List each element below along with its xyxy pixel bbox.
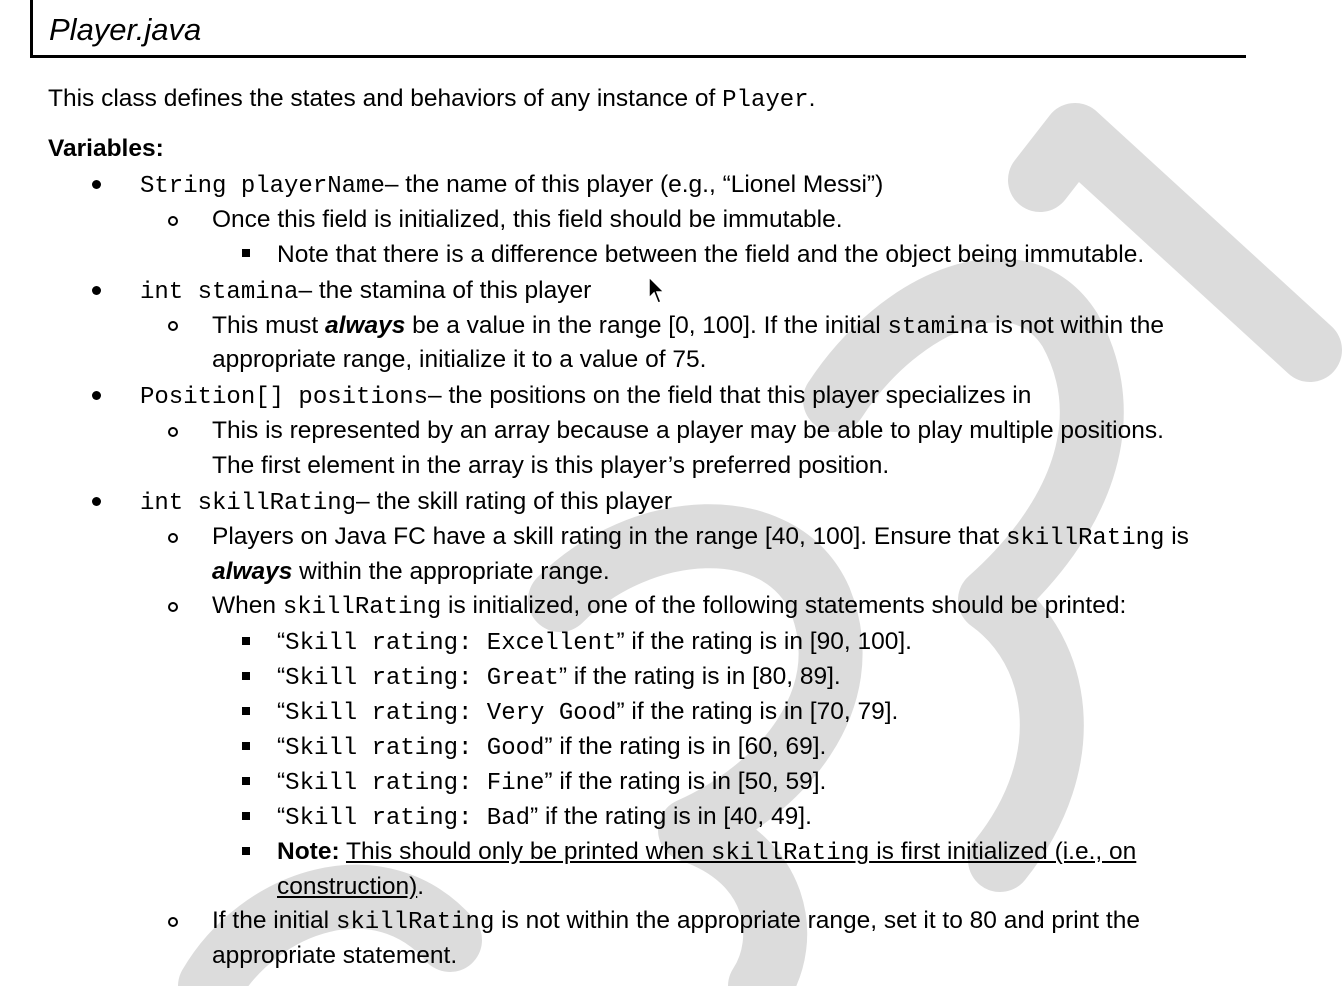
text: is (1164, 523, 1189, 550)
inline-code: stamina (887, 314, 989, 341)
var4-sub3 (212, 905, 1140, 939)
note-underlined (346, 838, 1136, 865)
circle-bullet-icon (168, 602, 178, 612)
square-bullet-icon (242, 249, 250, 257)
bullet-icon (92, 497, 101, 506)
var-skillrating (140, 486, 672, 520)
var-desc: – the stamina of this player (298, 277, 592, 304)
var4-sub2 (212, 590, 1126, 624)
var3-sub1: This is represented by an array because a player may be able to play multiple positions. (212, 417, 1164, 444)
text: Players on Java FC have a skill rating in the range [40, 100]. Ensure that (212, 523, 1006, 550)
inline-code: Skill rating: Very Good (285, 700, 617, 727)
rating-item (277, 766, 826, 800)
var-playername (140, 169, 883, 203)
var-code: int skillRating (140, 490, 357, 517)
text: within the appropriate range. (292, 558, 610, 585)
note-line2 (277, 871, 424, 903)
emphasis-text: always (325, 312, 406, 339)
circle-bullet-icon (168, 216, 178, 226)
var4-sub3-line2: appropriate statement. (212, 942, 458, 969)
text: ” if the rating is in [70, 79]. (616, 698, 899, 725)
section-header (30, 0, 1246, 58)
bullet-icon (92, 391, 101, 400)
intro-text: This class defines the states and behaviors of any instance of (48, 85, 723, 112)
page-title: Player.java (49, 12, 202, 47)
text: ” if the rating is in [50, 59]. (544, 768, 827, 795)
text: ” if the rating is in [60, 69]. (544, 733, 827, 760)
text: . (417, 873, 425, 900)
text: ” if the rating is in [80, 89]. (558, 663, 841, 690)
var4-sub1 (212, 521, 1189, 555)
text: “ (277, 733, 286, 760)
note-label: Note: (277, 838, 340, 865)
var-desc: – the name of this player (e.g., “Lionel Messi”) (384, 171, 884, 198)
text: “ (277, 698, 286, 725)
note-line (277, 836, 1136, 870)
inline-code: Skill rating: Excellent (285, 630, 617, 657)
square-bullet-icon (242, 707, 250, 715)
var4-sub1-line2 (212, 556, 610, 588)
var2-sub1-line2: appropriate range, initialize it to a value of 75. (212, 346, 707, 373)
text: ” if the rating is in [40, 49]. (530, 803, 812, 830)
inline-code: Skill rating: Great (285, 665, 559, 692)
text: “ (277, 663, 286, 690)
rating-item (277, 661, 841, 695)
text: When (212, 592, 283, 619)
text: “ (277, 628, 286, 655)
var-code: Position[] positions (140, 384, 429, 411)
text: is first initialized (i.e., on (869, 838, 1137, 865)
var-desc: – the positions on the field that this player specializes in (428, 382, 1032, 409)
circle-bullet-icon (168, 427, 178, 437)
underlined-text: construction) (277, 873, 418, 900)
inline-code: Skill rating: Fine (285, 770, 545, 797)
var-code: String playerName (140, 173, 385, 200)
bullet-icon (92, 180, 101, 189)
text: If the initial (212, 907, 336, 934)
text: is initialized, one of the following statements should be printed: (441, 592, 1127, 619)
intro-code: Player (722, 87, 809, 114)
var-stamina (140, 275, 591, 309)
inline-code: skillRating (1005, 525, 1165, 552)
var-positions (140, 380, 1031, 414)
square-bullet-icon (242, 672, 250, 680)
bullet-icon (92, 286, 101, 295)
inline-code: Skill rating: Good (285, 735, 545, 762)
text: is not within the (988, 312, 1165, 339)
var1-subsub1: Note that there is a difference between the field and the object being immutable. (277, 241, 1145, 268)
inline-code: skillRating (335, 909, 495, 936)
variables-heading: Variables: (48, 135, 164, 162)
circle-bullet-icon (168, 533, 178, 543)
emphasis-text: always (212, 558, 293, 585)
rating-item (277, 731, 826, 765)
inline-code: skillRating (282, 594, 442, 621)
square-bullet-icon (242, 742, 250, 750)
intro-paragraph (48, 83, 815, 117)
square-bullet-icon (242, 847, 250, 855)
mouse-pointer-icon (648, 276, 668, 306)
var-code: int stamina (140, 279, 299, 306)
inline-code: Skill rating: Bad (285, 805, 531, 832)
text: “ (277, 768, 286, 795)
var-desc: – the skill rating of this player (356, 488, 672, 515)
text: ” if the rating is in [90, 100]. (616, 628, 912, 655)
rating-item (277, 696, 898, 730)
var1-sub1: Once this field is initialized, this field should be immutable. (212, 206, 843, 233)
rating-item (277, 801, 812, 835)
intro-end: . (808, 85, 816, 112)
square-bullet-icon (242, 637, 250, 645)
var3-sub1-line2: The first element in the array is this player’s preferred position. (212, 452, 890, 479)
square-bullet-icon (242, 777, 250, 785)
text: “ (277, 803, 286, 830)
text: This must (212, 312, 325, 339)
circle-bullet-icon (168, 321, 178, 331)
square-bullet-icon (242, 812, 250, 820)
circle-bullet-icon (168, 917, 178, 927)
inline-code: skillRating (710, 840, 870, 867)
var2-sub1 (212, 310, 1164, 344)
rating-item (277, 626, 912, 660)
text: is not within the appropriate range, set it to 80 and print the (494, 907, 1140, 934)
text: be a value in the range [0, 100]. If the initial (405, 312, 888, 339)
text: This should only be printed when (345, 838, 711, 865)
